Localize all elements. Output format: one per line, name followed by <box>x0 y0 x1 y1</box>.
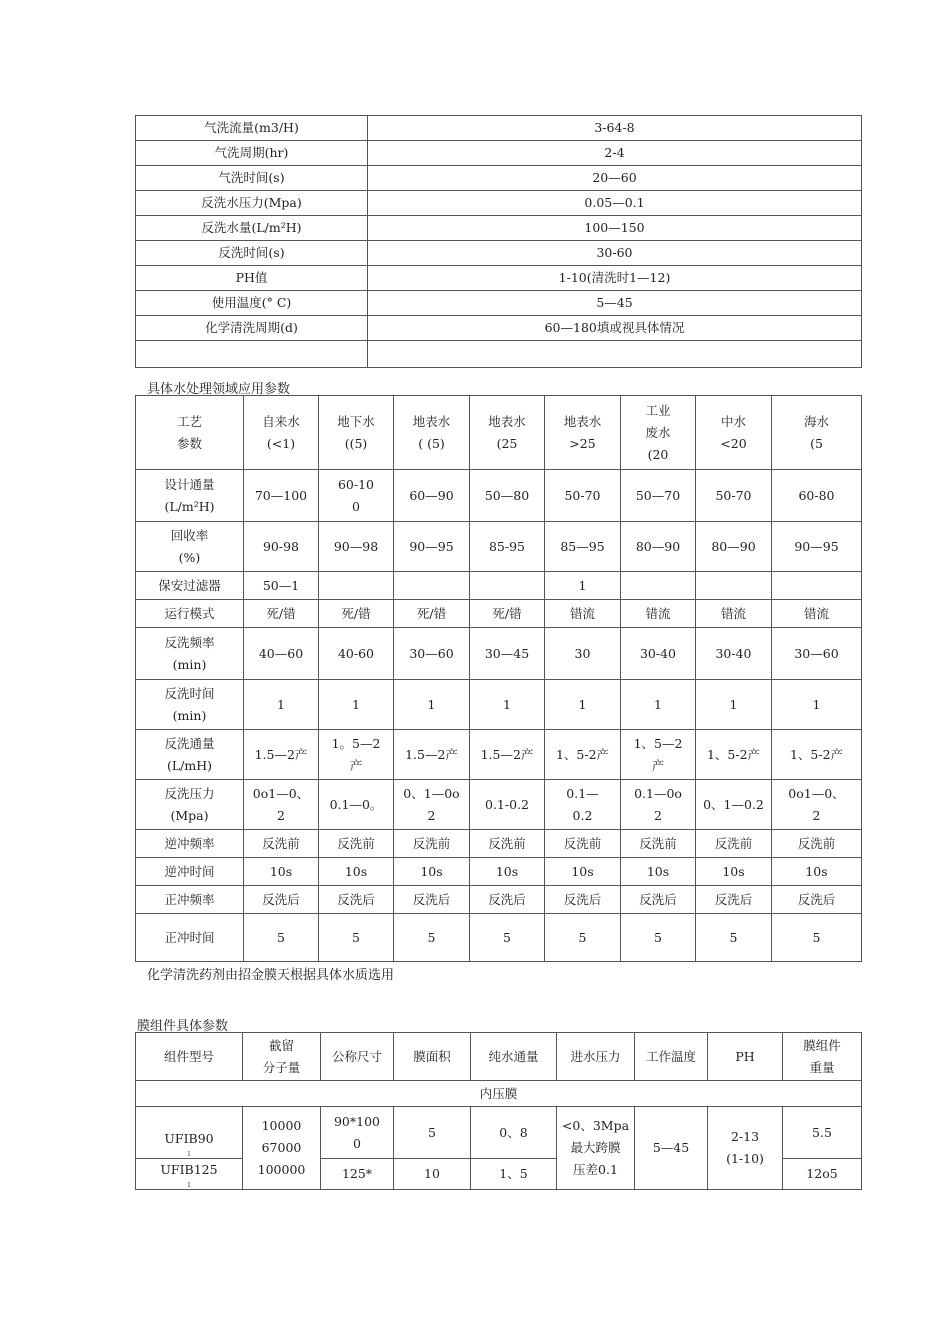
general-params-table <box>135 115 862 368</box>
param-value: 1-10(清洗时1—12) <box>368 266 862 291</box>
param-value <box>368 341 862 368</box>
application-value-cell: 1、5—2 产 <box>621 730 696 780</box>
application-value-cell: 反洗前 <box>244 830 319 858</box>
application-row <box>136 886 862 914</box>
application-param-label: 保安过滤器 <box>136 572 244 600</box>
param-label: 反洗水量(L/m²H) <box>136 216 368 241</box>
application-value-cell: 1 <box>772 680 862 730</box>
application-row <box>136 600 862 628</box>
application-value-cell: 30-40 <box>696 628 772 680</box>
application-param-label: 反洗频率 (min) <box>136 628 244 680</box>
model-cell: UFIB125 ı <box>136 1159 243 1190</box>
application-value-cell: 50—70 <box>621 470 696 522</box>
application-header-cell: 地表水 (25 <box>470 396 545 470</box>
module-header-cell: 膜组件 重量 <box>783 1033 862 1081</box>
application-value-cell: 30—60 <box>772 628 862 680</box>
application-value-cell: 5 <box>319 914 394 962</box>
application-value-cell: 1 <box>545 680 621 730</box>
temperature-cell: 5—45 <box>635 1107 708 1190</box>
application-value-cell: 5 <box>394 914 470 962</box>
param-value: 3-64-8 <box>368 116 862 141</box>
module-header-cell: 组件型号 <box>136 1033 243 1081</box>
application-value-cell: 40-60 <box>319 628 394 680</box>
application-value-cell: 80—90 <box>696 522 772 572</box>
model-name: UFIB90 <box>164 1131 214 1146</box>
application-section-title: 具体水处理领域应用参数 <box>147 382 291 397</box>
application-value-cell: 反洗前 <box>470 830 545 858</box>
param-label: 气洗周期(hr) <box>136 141 368 166</box>
param-value: 100—150 <box>368 216 862 241</box>
application-value-cell: 0、1—0o 2 <box>394 780 470 830</box>
application-value-cell: 反洗后 <box>319 886 394 914</box>
application-value-cell: 5 <box>244 914 319 962</box>
application-value-cell <box>696 572 772 600</box>
application-value-cell: 0o1—0、 2 <box>244 780 319 830</box>
module-header-cell: 进水压力 <box>557 1033 635 1081</box>
application-row <box>136 914 862 962</box>
general-param-row <box>136 166 862 191</box>
application-value-cell: 90—98 <box>319 522 394 572</box>
application-value-cell: 1.5—2产 <box>244 730 319 780</box>
application-value-cell <box>772 572 862 600</box>
application-value-cell: 死/错 <box>319 600 394 628</box>
application-value-cell: 反洗前 <box>696 830 772 858</box>
application-value-cell: 1.5—2产 <box>470 730 545 780</box>
application-value-cell: 10s <box>545 858 621 886</box>
application-value-cell: 错流 <box>772 600 862 628</box>
application-value-cell: 反洗前 <box>394 830 470 858</box>
module-subheader-row <box>136 1081 862 1107</box>
application-value-cell: 反洗后 <box>545 886 621 914</box>
param-value: 20—60 <box>368 166 862 191</box>
application-value-cell: 85—95 <box>545 522 621 572</box>
module-header-cell: 截留 分子量 <box>243 1033 321 1081</box>
application-row <box>136 780 862 830</box>
application-value-cell: 60-10 0 <box>319 470 394 522</box>
application-value-cell: 1 <box>621 680 696 730</box>
general-param-row <box>136 266 862 291</box>
application-row <box>136 572 862 600</box>
application-value-cell: 50—80 <box>470 470 545 522</box>
application-header-cell: 地表水 >25 <box>545 396 621 470</box>
application-header-cell: 地表水 ( (5) <box>394 396 470 470</box>
application-value-cell: 90—95 <box>394 522 470 572</box>
param-label: PH值 <box>136 266 368 291</box>
general-param-row <box>136 241 862 266</box>
application-value-cell: 反洗前 <box>621 830 696 858</box>
application-value-cell: 0.1—0o 2 <box>621 780 696 830</box>
application-value-cell: 0、1—0.2 <box>696 780 772 830</box>
application-value-cell: 0.1—0。 <box>319 780 394 830</box>
application-value-cell: 错流 <box>545 600 621 628</box>
application-value-cell: 反洗后 <box>696 886 772 914</box>
application-param-label: 运行模式 <box>136 600 244 628</box>
application-param-label: 回收率 (%) <box>136 522 244 572</box>
module-header-cell: 纯水通量 <box>471 1033 557 1081</box>
application-value-cell: 10s <box>621 858 696 886</box>
module-header-cell: 膜面积 <box>394 1033 471 1081</box>
application-value-cell: 错流 <box>696 600 772 628</box>
application-value-cell: 60-80 <box>772 470 862 522</box>
application-value-cell: 反洗后 <box>772 886 862 914</box>
application-value-cell: 10s <box>772 858 862 886</box>
application-value-cell: 50-70 <box>545 470 621 522</box>
ph-cell: 2-13 (1-10) <box>708 1107 783 1190</box>
application-value-cell: 错流 <box>621 600 696 628</box>
module-header-row <box>136 1033 862 1081</box>
application-value-cell: 1 <box>244 680 319 730</box>
application-value-cell: 反洗前 <box>545 830 621 858</box>
param-label: 气洗时间(s) <box>136 166 368 191</box>
application-value-cell: 5 <box>470 914 545 962</box>
application-value-cell: 10s <box>696 858 772 886</box>
application-value-cell: 反洗后 <box>470 886 545 914</box>
application-row <box>136 858 862 886</box>
size-cell: 125* <box>321 1159 394 1190</box>
application-header-cell: 海水 (5 <box>772 396 862 470</box>
application-value-cell: 10s <box>319 858 394 886</box>
application-row <box>136 680 862 730</box>
application-value-cell: 死/错 <box>394 600 470 628</box>
application-value-cell: 10s <box>470 858 545 886</box>
application-value-cell: 反洗后 <box>394 886 470 914</box>
application-header-cell: 工业 废水 (20 <box>621 396 696 470</box>
param-label <box>136 341 368 368</box>
application-header-row <box>136 396 862 470</box>
application-header-cell: 自来水 (<1) <box>244 396 319 470</box>
application-row <box>136 628 862 680</box>
application-value-cell: 1。5—2 产 <box>319 730 394 780</box>
application-header-cell: 地下水 ((5) <box>319 396 394 470</box>
param-label: 气洗流量(m3/H) <box>136 116 368 141</box>
application-value-cell: 0.1— 0.2 <box>545 780 621 830</box>
param-label: 使用温度(° C) <box>136 291 368 316</box>
application-value-cell: 反洗前 <box>772 830 862 858</box>
module-header-cell: 工作温度 <box>635 1033 708 1081</box>
application-params-table <box>135 395 862 962</box>
flux-cell: 0、8 <box>471 1107 557 1159</box>
application-value-cell: 10s <box>244 858 319 886</box>
flux-cell: 1、5 <box>471 1159 557 1190</box>
module-subheader: 内压膜 <box>136 1081 862 1107</box>
general-param-row <box>136 341 862 368</box>
application-value-cell: 0.1-0.2 <box>470 780 545 830</box>
general-param-row <box>136 316 862 341</box>
weight-cell: 5.5 <box>783 1107 862 1159</box>
application-row <box>136 730 862 780</box>
application-value-cell: 70—100 <box>244 470 319 522</box>
mwco-cell: 10000 67000 100000 <box>243 1107 321 1190</box>
application-value-cell: 反洗后 <box>621 886 696 914</box>
model-name: UFIB125 <box>160 1162 218 1177</box>
application-param-label: 反洗时间 (min) <box>136 680 244 730</box>
param-label: 化学清洗周期(d) <box>136 316 368 341</box>
application-value-cell: 1 <box>545 572 621 600</box>
general-param-row <box>136 216 862 241</box>
general-param-row <box>136 191 862 216</box>
application-value-cell: 90-98 <box>244 522 319 572</box>
model-cell: UFIB90 ı <box>136 1107 243 1159</box>
area-cell: 10 <box>394 1159 471 1190</box>
application-value-cell: 0o1—0、 2 <box>772 780 862 830</box>
general-param-row <box>136 141 862 166</box>
application-value-cell: 1、5-2产 <box>545 730 621 780</box>
application-param-label: 正冲频率 <box>136 886 244 914</box>
application-value-cell: 1 <box>470 680 545 730</box>
application-row <box>136 830 862 858</box>
application-param-label: 反洗压力 (Mpa) <box>136 780 244 830</box>
module-params-table <box>135 1032 862 1190</box>
application-value-cell <box>319 572 394 600</box>
pressure-cell: <0、3Mpa 最大跨膜 压差0.1 <box>557 1107 635 1190</box>
application-param-label: 反洗通量 (L/mH) <box>136 730 244 780</box>
application-row <box>136 522 862 572</box>
application-value-cell: 60—90 <box>394 470 470 522</box>
application-param-label: 逆冲频率 <box>136 830 244 858</box>
application-row <box>136 470 862 522</box>
application-value-cell: 1、5-2产 <box>772 730 862 780</box>
application-value-cell: 5 <box>772 914 862 962</box>
application-value-cell: 85-95 <box>470 522 545 572</box>
application-value-cell: 5 <box>545 914 621 962</box>
application-value-cell: 5 <box>621 914 696 962</box>
param-value: 60—180填或视具体情况 <box>368 316 862 341</box>
application-value-cell: 30 <box>545 628 621 680</box>
application-value-cell: 反洗前 <box>319 830 394 858</box>
application-value-cell: 1 <box>319 680 394 730</box>
chemical-cleaning-note: 化学清洗药剂由招金膜天根据具体水质选用 <box>147 968 395 983</box>
area-cell: 5 <box>394 1107 471 1159</box>
application-value-cell: 30-40 <box>621 628 696 680</box>
application-value-cell: 90—95 <box>772 522 862 572</box>
application-value-cell: 死/错 <box>244 600 319 628</box>
application-value-cell: 反洗后 <box>244 886 319 914</box>
application-value-cell: 5 <box>696 914 772 962</box>
application-value-cell <box>621 572 696 600</box>
module-header-cell: 公称尺寸 <box>321 1033 394 1081</box>
application-value-cell <box>394 572 470 600</box>
application-value-cell: 1、5-2产 <box>696 730 772 780</box>
weight-cell: 12o5 <box>783 1159 862 1190</box>
application-value-cell: 50-70 <box>696 470 772 522</box>
module-row-1 <box>136 1107 862 1159</box>
param-value: 5—45 <box>368 291 862 316</box>
application-param-label: 正冲时间 <box>136 914 244 962</box>
application-value-cell: 1 <box>696 680 772 730</box>
param-value: 2-4 <box>368 141 862 166</box>
application-value-cell: 40—60 <box>244 628 319 680</box>
application-value-cell: 死/错 <box>470 600 545 628</box>
application-value-cell: 30—45 <box>470 628 545 680</box>
application-value-cell: 10s <box>394 858 470 886</box>
param-label: 反洗水压力(Mpa) <box>136 191 368 216</box>
param-value: 0.05—0.1 <box>368 191 862 216</box>
module-section-title: 膜组件具体参数 <box>137 1019 229 1034</box>
param-value: 30-60 <box>368 241 862 266</box>
application-value-cell: 1.5—2产 <box>394 730 470 780</box>
application-value-cell: 80—90 <box>621 522 696 572</box>
application-value-cell: 30—60 <box>394 628 470 680</box>
application-value-cell <box>470 572 545 600</box>
param-label: 反洗时间(s) <box>136 241 368 266</box>
general-param-row <box>136 291 862 316</box>
application-param-label: 逆冲时间 <box>136 858 244 886</box>
application-param-label: 设计通量 (L/m²H) <box>136 470 244 522</box>
application-header-cell: 工艺 参数 <box>136 396 244 470</box>
size-cell: 90*100 0 <box>321 1107 394 1159</box>
module-header-cell: PH <box>708 1033 783 1081</box>
application-header-cell: 中水 <20 <box>696 396 772 470</box>
application-value-cell: 1 <box>394 680 470 730</box>
application-value-cell: 50—1 <box>244 572 319 600</box>
general-param-row <box>136 116 862 141</box>
